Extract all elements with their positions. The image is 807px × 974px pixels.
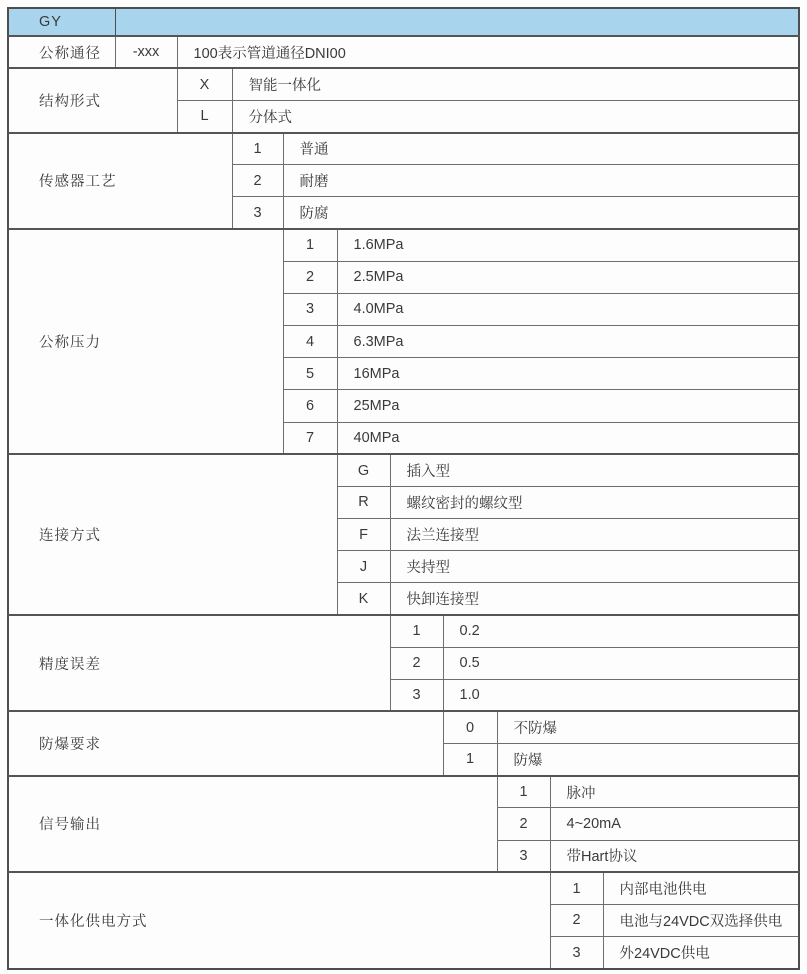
option-code: J bbox=[337, 551, 390, 583]
option-desc: 普通 bbox=[283, 133, 799, 165]
option-desc: 分体式 bbox=[232, 100, 799, 132]
option-code: 3 bbox=[390, 679, 443, 711]
option-code: 4 bbox=[283, 326, 337, 358]
option-desc: 100表示管道通径DNI00 bbox=[177, 36, 799, 68]
option-code: 1 bbox=[550, 872, 603, 904]
option-code: K bbox=[337, 583, 390, 615]
option-desc: 不防爆 bbox=[497, 711, 799, 743]
section-label: 公称压力 bbox=[8, 229, 283, 454]
option-desc: 夹持型 bbox=[390, 551, 799, 583]
option-desc: 1.6MPa bbox=[337, 229, 799, 261]
section-row bbox=[8, 776, 799, 808]
option-desc: 带Hart协议 bbox=[550, 840, 799, 872]
option-desc: 法兰连接型 bbox=[390, 518, 799, 550]
option-desc: 4~20mA bbox=[550, 808, 799, 840]
option-code: 2 bbox=[497, 808, 550, 840]
option-code: R bbox=[337, 486, 390, 518]
option-code: 1 bbox=[283, 229, 337, 261]
option-desc: 0.5 bbox=[443, 647, 799, 679]
table-header-row bbox=[8, 8, 799, 36]
section-label: 精度误差 bbox=[8, 615, 390, 711]
option-desc: 耐磨 bbox=[283, 165, 799, 197]
option-code: 3 bbox=[283, 293, 337, 325]
option-desc: 外24VDC供电 bbox=[603, 937, 799, 969]
option-code: 3 bbox=[550, 937, 603, 969]
section-label: 防爆要求 bbox=[8, 711, 443, 775]
option-code: 6 bbox=[283, 390, 337, 422]
option-desc: 电池与24VDC双选择供电 bbox=[603, 904, 799, 936]
option-desc: 快卸连接型 bbox=[390, 583, 799, 615]
option-code: 2 bbox=[283, 261, 337, 293]
option-desc: 6.3MPa bbox=[337, 326, 799, 358]
model-prefix-cell: GY bbox=[8, 8, 115, 36]
header-spacer-cell bbox=[115, 8, 799, 36]
section-label: 一体化供电方式 bbox=[8, 872, 550, 969]
section-label: 信号输出 bbox=[8, 776, 497, 872]
option-code: 0 bbox=[443, 711, 497, 743]
option-desc: 防爆 bbox=[497, 744, 799, 776]
section-row bbox=[8, 711, 799, 743]
section-row bbox=[8, 872, 799, 904]
option-desc: 1.0 bbox=[443, 679, 799, 711]
option-code: 1 bbox=[232, 133, 283, 165]
option-desc: 智能一体化 bbox=[232, 68, 799, 100]
option-code: 1 bbox=[390, 615, 443, 647]
option-code: -xxx bbox=[115, 36, 177, 68]
option-code: 5 bbox=[283, 358, 337, 390]
section-row bbox=[8, 454, 799, 486]
option-code: 2 bbox=[390, 647, 443, 679]
option-desc: 脉冲 bbox=[550, 776, 799, 808]
option-desc: 螺纹密封的螺纹型 bbox=[390, 486, 799, 518]
option-desc: 0.2 bbox=[443, 615, 799, 647]
section-label: 连接方式 bbox=[8, 454, 337, 615]
option-code: 1 bbox=[497, 776, 550, 808]
section-row bbox=[8, 68, 799, 100]
option-desc: 25MPa bbox=[337, 390, 799, 422]
option-code: 2 bbox=[550, 904, 603, 936]
section-row bbox=[8, 133, 799, 165]
option-desc: 插入型 bbox=[390, 454, 799, 486]
section-label: 传感器工艺 bbox=[8, 133, 232, 229]
option-code: 3 bbox=[497, 840, 550, 872]
option-code: 3 bbox=[232, 197, 283, 229]
option-desc: 内部电池供电 bbox=[603, 872, 799, 904]
option-code: F bbox=[337, 518, 390, 550]
model-selection-table bbox=[7, 7, 800, 970]
section-row bbox=[8, 36, 799, 68]
option-code: 1 bbox=[443, 744, 497, 776]
section-row bbox=[8, 229, 799, 261]
option-code: 2 bbox=[232, 165, 283, 197]
option-code: X bbox=[177, 68, 232, 100]
option-desc: 防腐 bbox=[283, 197, 799, 229]
option-desc: 4.0MPa bbox=[337, 293, 799, 325]
option-code: L bbox=[177, 100, 232, 132]
section-label: 结构形式 bbox=[8, 68, 177, 132]
option-desc: 40MPa bbox=[337, 422, 799, 454]
section-row bbox=[8, 615, 799, 647]
option-desc: 2.5MPa bbox=[337, 261, 799, 293]
option-code: G bbox=[337, 454, 390, 486]
option-desc: 16MPa bbox=[337, 358, 799, 390]
option-code: 7 bbox=[283, 422, 337, 454]
section-label: 公称通径 bbox=[8, 36, 115, 68]
